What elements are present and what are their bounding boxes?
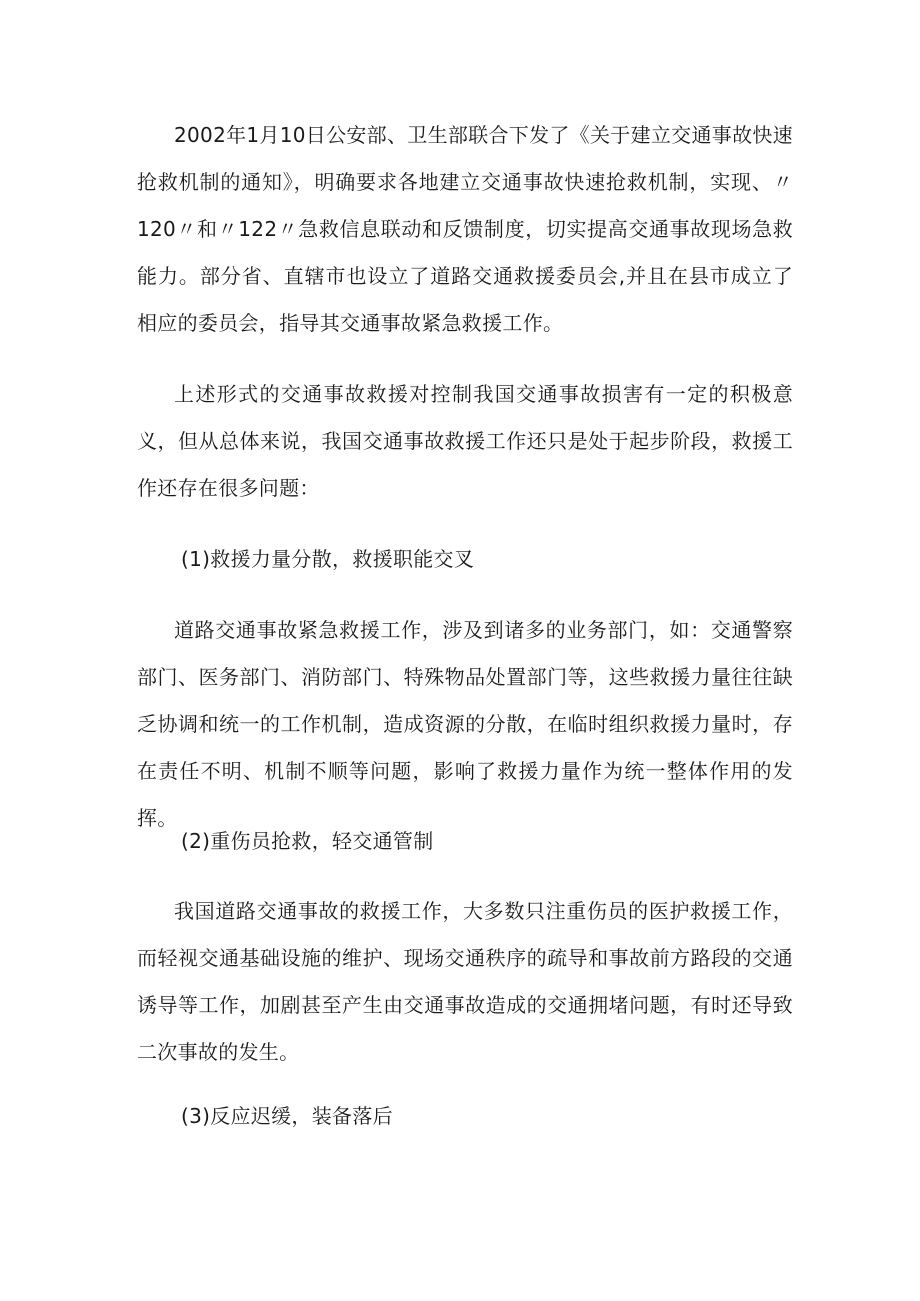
- heading-problem-1: (1)救援力量分散，救援职能交叉: [181, 547, 475, 571]
- paragraph-rescue-mechanism-notice: 2002年1月10日公安部、卫生部联合下发了《关于建立交通事故快速抢救机制的通知》，明确要求各地建立交通事故快速抢救机制，实现、〃120〃和〃122〃急救信息联动和反馈制度，切实提高交通事故现场急救能力。部分省、直辖市也设立了道路交通救援委员会,并且在县市成立了相应的委员会，指导其交通事故紧急救援工作。: [137, 123, 793, 335]
- paragraph-problem-2-detail: 我国道路交通事故的救援工作，大多数只注重伤员的医护救援工作，而轻视交通基础设施的维护、现场交通秩序的疏导和事故前方路段的交通诱导等工作，加剧甚至产生由交通事故造成的交通拥堵问题，有时还导致二次事故的发生。: [137, 899, 793, 1064]
- heading-problem-3: (3)反应迟缓，装备落后: [181, 1104, 393, 1128]
- heading-problem-2: (2)重伤员抢救，轻交通管制: [181, 829, 434, 853]
- paragraph-current-problems-intro: 上述形式的交通事故救援对控制我国交通事故损害有一定的积极意义，但从总体来说，我国交通事故救援工作还只是处于起步阶段，救援工作还存在很多问题：: [137, 382, 793, 500]
- paragraph-problem-1-detail: 道路交通事故紧急救援工作，涉及到诸多的业务部门，如：交通警察部门、医务部门、消防部门、特殊物品处置部门等，这些救援力量往往缺乏协调和统一的工作机制，造成资源的分散，在临时组织救援力量时，存在责任不明、机制不顺等问题，影响了救援力量作为统一整体作用的发挥。: [137, 618, 793, 830]
